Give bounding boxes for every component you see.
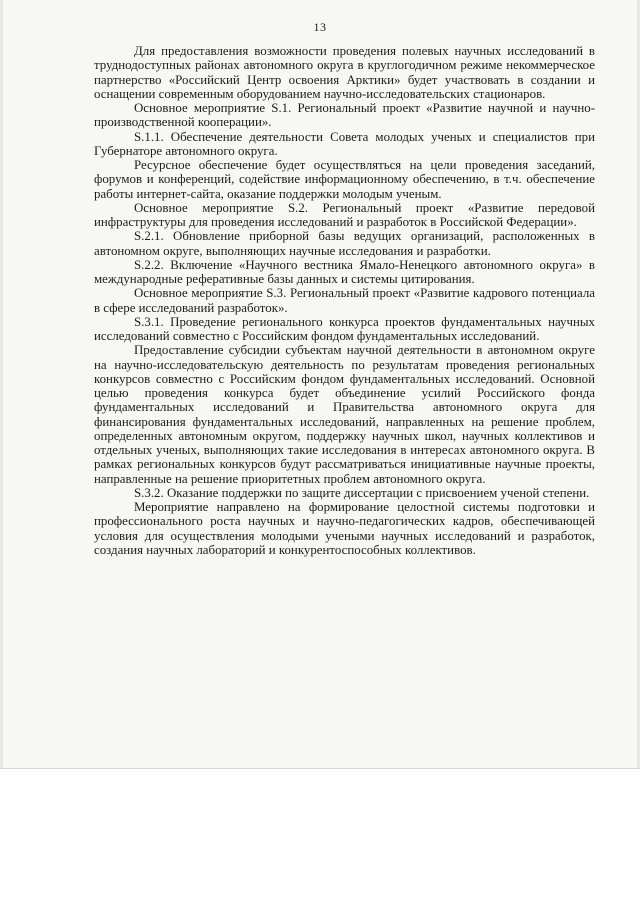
scan-edge-left <box>0 0 3 768</box>
paragraph-s3-1: S.3.1. Проведение регионального конкурса проектов фундаментальных научных исследований совместно с Российским фондом фундаментальных исследований. <box>94 314 595 343</box>
paragraph-training-system: Мероприятие направлено на формирование целостной системы подготовки и профессионального роста научных и научно-педагогических кадров, обеспечивающей условия для осуществления молодыми учеными научных исследований и разработок, создания научных лабораторий и конкурентоспособных коллективов. <box>94 500 595 557</box>
paragraph-activity-s1: Основное мероприятие S.1. Региональный проект «Развитие научной и научно-производственной кооперации». <box>94 101 595 130</box>
blank-area <box>0 769 640 905</box>
paragraph-s3-2: S.3.2. Оказание поддержки по защите диссертации с присвоением ученой степени. <box>134 485 590 500</box>
paragraph-s1-1: S.1.1. Обеспечение деятельности Совета молодых ученых и специалистов при Губернаторе автономного округа. <box>94 129 595 158</box>
paragraph-activity-s2: Основное мероприятие S.2. Региональный проект «Развитие передовой инфраструктуры для проведения исследований и разработок в Российской Федерации». <box>94 200 595 229</box>
paragraph-activity-s3: Основное мероприятие S.3. Региональный проект «Развитие кадрового потенциала в сфере исследований разработок». <box>94 286 595 315</box>
page-number: 13 <box>313 20 327 34</box>
paragraph-arctic-center: Для предоставления возможности проведения полевых научных исследований в труднодоступных районах автономного округа в круглогодичном режиме некоммерческое партнерство «Российский Центр освоения Арктики» будет участвовать в создании и оснащении современным оборудованием научно-исследовательских стационаров. <box>94 44 595 101</box>
paragraph-s2-1: S.2.1. Обновление приборной базы ведущих организаций, расположенных в автономном округе, выполняющих научные исследования и разработки. <box>94 229 595 258</box>
paragraph-s2-2: S.2.2. Включение «Научного вестника Ямало-Ненецкого автономного округа» в международные реферативные базы данных и системы цитирования. <box>94 257 595 286</box>
document-body <box>94 44 595 557</box>
paragraph-subsidy: Предоставление субсидии субъектам научной деятельности в автономном округе на научно-исследовательскую деятельность по результатам проведения региональных конкурсов совместно с Российским фондом фундаментальных исследований. Основной целью проведения конкурса будет объединение усилий Российского фонда фундаментальных исследований и Правительства автономного округа для финансирования фундаментальных исследований, направленных на решение проблем, определенных автономным округом, поддержку научных школ, научных коллективов и отдельных ученых, выполняющих такие исследования в интересах автономного округа. В рамках региональных конкурсов будут рассматриваться инициативные научные проекты, направленные на решение приоритетных проблем автономного округа. <box>94 343 595 486</box>
paragraph-resource-support: Ресурсное обеспечение будет осуществляться на цели проведения заседаний, форумов и конференций, содействие информационному обеспечению, в т.ч. обеспечение работы интернет-сайта, оказание поддержки молодым ученым. <box>94 158 595 201</box>
